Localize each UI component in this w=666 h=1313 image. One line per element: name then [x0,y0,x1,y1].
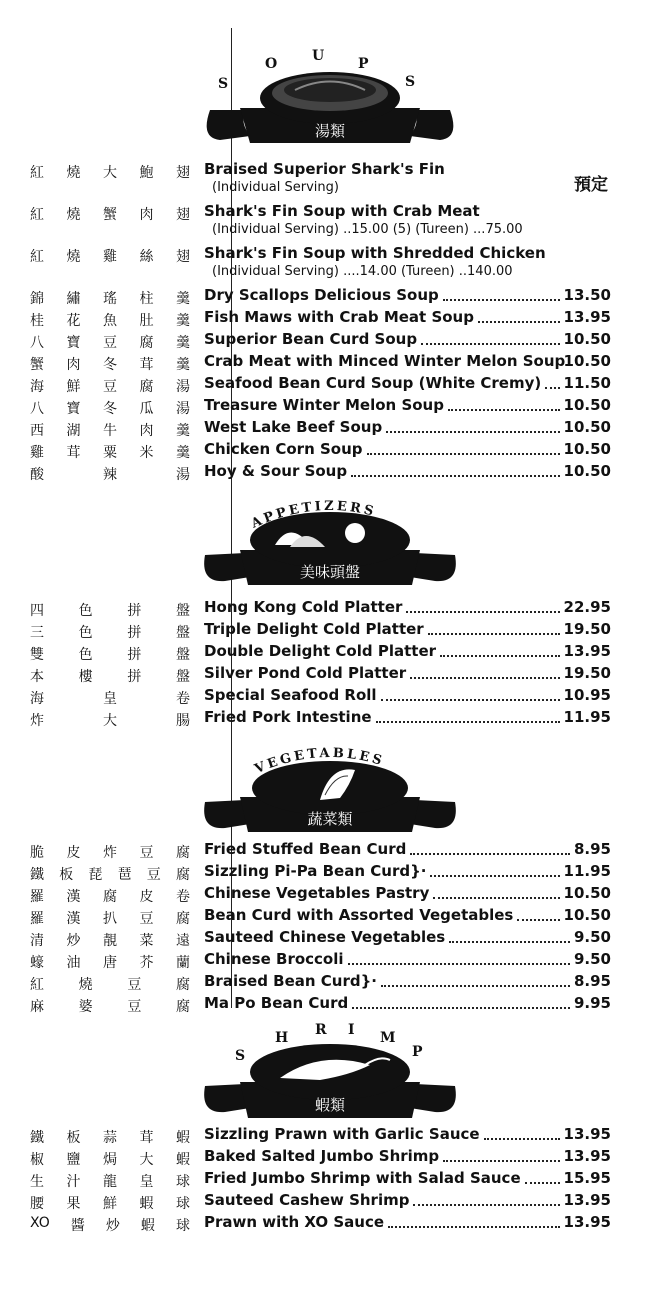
leader-dots [381,984,570,987]
menu-item [0,308,666,330]
item-price: 10.50 [563,462,611,480]
item-price: 8.95 [573,840,611,858]
menu-item [0,374,666,396]
leader-dots [386,430,560,433]
vegetables-title: VEGETABLES [252,745,387,778]
leader-dots [525,1181,560,1184]
item-chinese-name: 西 湖 牛 肉 羹 [30,423,190,439]
item-price: 11.95 [563,708,611,726]
vegetables-emblem [180,740,480,840]
item-english-name: Braised Superior Shark's Fin [204,160,445,178]
item-price: 10.50 [563,906,611,924]
leader-dots [433,896,560,899]
soups-letter: S [405,74,416,90]
menu-item [0,994,666,1016]
menu-item [0,286,666,308]
item-chinese-name: 紅 燒 雞 絲 翅 [30,249,190,265]
shrimp-letter: P [412,1044,423,1060]
item-price: 13.95 [563,1213,611,1231]
appetizers-list [0,598,666,730]
leader-dots [478,320,560,323]
menu-item [0,928,666,950]
item-english-name: Sizzling Pi-Pa Bean Curd}· [204,862,427,880]
soups-letter: O [265,56,278,72]
leader-dots [484,1137,560,1140]
soup-bowl-icon [180,48,480,158]
menu-item [0,330,666,352]
item-price: 22.95 [563,598,611,616]
item-chinese-name: 八 寶 豆 腐 羹 [30,335,190,351]
item-chinese-name: 椒 鹽 焗 大 蝦 [30,1152,190,1168]
item-price: 9.50 [573,950,611,968]
item-chinese-name: 生 汁 龍 皇 球 [30,1174,190,1190]
item-english-name: Fried Pork Intestine [204,708,372,726]
item-english-name: Silver Pond Cold Platter [204,664,407,682]
leader-dots [376,720,560,723]
appetizers-zh-title: 美味頭盤 [299,563,361,581]
item-chinese-name: 羅 漢 扒 豆 腐 [30,911,190,927]
item-chinese-name: 海 鮮 豆 腐 湯 [30,379,190,395]
item-chinese-name: 八 寶 冬 瓜 湯 [30,401,190,417]
item-chinese-name: 脆 皮 炸 豆 腐 [30,845,190,861]
item-english-name: Fried Stuffed Bean Curd [204,840,407,858]
menu-item [0,906,666,928]
item-price: 10.50 [563,440,611,458]
item-chinese-name: 腰 果 鮮 蝦 球 [30,1196,190,1212]
item-price: 13.95 [563,308,611,326]
shrimp-letter: I [348,1022,355,1038]
leader-dots [421,342,560,345]
item-market-price: 預定 [574,175,608,195]
item-price: 13.95 [563,1191,611,1209]
item-english-name: Bean Curd with Assorted Vegetables [204,906,514,924]
item-english-name: Crab Meat with Minced Winter Melon Soup [204,352,566,370]
item-price: 11.95 [563,862,611,880]
shrimp-letter: S [235,1048,246,1064]
menu-item [0,598,666,620]
item-chinese-name: 四 色 拼 盤 [30,603,190,619]
item-english-name: Treasure Winter Melon Soup [204,396,444,414]
item-chinese-name: 紅 燒 蟹 肉 翅 [30,207,190,223]
leader-dots [545,386,560,389]
leader-dots [443,1159,560,1162]
item-english-name: Chicken Corn Soup [204,440,363,458]
item-english-name: Baked Salted Jumbo Shrimp [204,1147,440,1165]
item-english-name: Sauteed Cashew Shrimp [204,1191,410,1209]
leader-dots [410,852,570,855]
item-english-name: Chinese Broccoli [204,950,344,968]
leader-dots [430,874,560,877]
item-english-name: Sizzling Prawn with Garlic Sauce [204,1125,480,1143]
item-chinese-name: 海 皇 卷 [30,691,190,707]
item-chinese-name: 雞 茸 粟 米 羹 [30,445,190,461]
item-english-name: Hong Kong Cold Platter [204,598,403,616]
item-serving-note: (Individual Serving) ..15.00 (5) (Tureen) ...75.00 [212,222,523,237]
menu-item [0,160,666,202]
menu-item [0,664,666,686]
item-chinese-name: 桂 花 魚 肚 羹 [30,313,190,329]
leader-dots [388,1225,560,1228]
vegetables-list [0,840,666,1016]
item-english-name: Prawn with XO Sauce [204,1213,385,1231]
menu-item [0,1191,666,1213]
menu-item [0,620,666,642]
menu-item [0,884,666,906]
item-price: 10.95 [563,686,611,704]
item-english-name: Shark's Fin Soup with Shredded Chicken [204,244,546,262]
item-english-name: Dry Scallops Delicious Soup [204,286,439,304]
item-price: 15.95 [563,1169,611,1187]
vegetable-bunch-icon [180,740,480,840]
item-english-name: Ma Po Bean Curd [204,994,349,1012]
shrimp-icon [180,1020,480,1125]
item-chinese-name: 錦 繡 瑤 柱 羹 [30,291,190,307]
leader-dots [381,698,560,701]
item-serving-note: (Individual Serving) [212,180,339,195]
item-chinese-name: 鐵 板 蒜 茸 蝦 [30,1130,190,1146]
leader-dots [428,632,560,635]
item-english-name: Double Delight Cold Platter [204,642,437,660]
menu-item [0,1125,666,1147]
shrimp-emblem [180,1020,480,1125]
item-english-name: Fried Jumbo Shrimp with Salad Sauce [204,1169,521,1187]
leader-dots [410,676,560,679]
item-price: 9.50 [573,928,611,946]
menu-item [0,202,666,244]
item-chinese-name: 雙 色 拼 盤 [30,647,190,663]
item-price: 10.50 [563,396,611,414]
soups-letter: P [358,56,369,72]
menu-item [0,244,666,286]
item-english-name: Fish Maws with Crab Meat Soup [204,308,474,326]
item-price: 10.50 [563,330,611,348]
item-english-name: Braised Bean Curd}· [204,972,377,990]
leader-dots [443,298,560,301]
item-chinese-name: 本 樓 拼 盤 [30,669,190,685]
leader-dots [406,610,560,613]
item-chinese-name: 酸 辣 湯 [30,467,190,483]
item-english-name: Superior Bean Curd Soup [204,330,418,348]
leader-dots [351,474,560,477]
appetizer-platter-icon [180,495,480,595]
shrimp-letter: H [275,1030,289,1046]
soups-letter: U [312,48,325,64]
menu-item [0,708,666,730]
leader-dots [413,1203,560,1206]
item-price: 9.95 [573,994,611,1012]
item-price: 10.50 [563,352,611,370]
menu-item [0,418,666,440]
item-price: 11.50 [563,374,611,392]
soups-zh-title: 湯類 [314,122,346,140]
item-chinese-name: 三 色 拼 盤 [30,625,190,641]
leader-dots [440,654,560,657]
menu-item [0,462,666,484]
soups-emblem [180,48,480,158]
menu-item [0,396,666,418]
item-english-name: Hoy & Sour Soup [204,462,348,480]
appetizers-emblem [180,495,480,595]
leader-dots [517,918,560,921]
leader-dots [449,940,570,943]
item-price: 13.95 [563,1147,611,1165]
item-english-name: Triple Delight Cold Platter [204,620,424,638]
leader-dots [352,1006,570,1009]
menu-item [0,642,666,664]
item-price: 13.50 [563,286,611,304]
item-english-name: Chinese Vegetables Pastry [204,884,430,902]
item-price: 8.95 [573,972,611,990]
menu-item [0,862,666,884]
item-chinese-name: 炸 大 腸 [30,713,190,729]
leader-dots [367,452,560,455]
appetizers-title: APPETIZERS [249,498,378,532]
soups-letter: S [218,76,229,92]
shrimp-list [0,1125,666,1235]
item-english-name: Seafood Bean Curd Soup (White Cremy) [204,374,542,392]
item-english-name: Special Seafood Roll [204,686,377,704]
item-chinese-name: 蟹 肉 冬 茸 羹 [30,357,190,373]
item-chinese-name: 清 炒 靚 菜 遠 [30,933,190,949]
item-price: 19.50 [563,620,611,638]
leader-dots [448,408,560,411]
item-chinese-name: 蠔 油 唐 芥 蘭 [30,955,190,971]
item-english-name: Sauteed Chinese Vegetables [204,928,446,946]
item-chinese-name: 紅 燒 豆 腐 [30,977,190,993]
item-price: 19.50 [563,664,611,682]
item-price: 10.50 [563,884,611,902]
item-chinese-name: 麻 婆 豆 腐 [30,999,190,1015]
menu-item [0,972,666,994]
item-english-name: Shark's Fin Soup with Crab Meat [204,202,480,220]
shrimp-letter: M [380,1030,396,1046]
item-chinese-name: 羅 漢 腐 皮 卷 [30,889,190,905]
menu-item [0,352,666,374]
soups-list [0,160,666,484]
menu-item [0,1147,666,1169]
menu-item [0,440,666,462]
leader-dots [348,962,570,965]
item-price: 13.95 [563,1125,611,1143]
menu-item [0,950,666,972]
vegetables-zh-title: 蔬菜類 [307,810,353,828]
item-price: 10.50 [563,418,611,436]
item-english-name: West Lake Beef Soup [204,418,383,436]
shrimp-zh-title: 蝦類 [314,1096,346,1114]
item-chinese-name: XO 醬 炒 蝦 球 [30,1215,190,1234]
item-serving-note: (Individual Serving) ....14.00 (Tureen) ..140.00 [212,264,513,279]
item-chinese-name: 紅 燒 大 鮑 翅 [30,165,190,181]
menu-item [0,686,666,708]
item-chinese-name: 鐵 板 琵 琶 豆 腐 [30,867,190,883]
menu-item [0,1213,666,1235]
menu-item [0,840,666,862]
shrimp-letter: R [315,1022,327,1038]
item-price: 13.95 [563,642,611,660]
menu-item [0,1169,666,1191]
